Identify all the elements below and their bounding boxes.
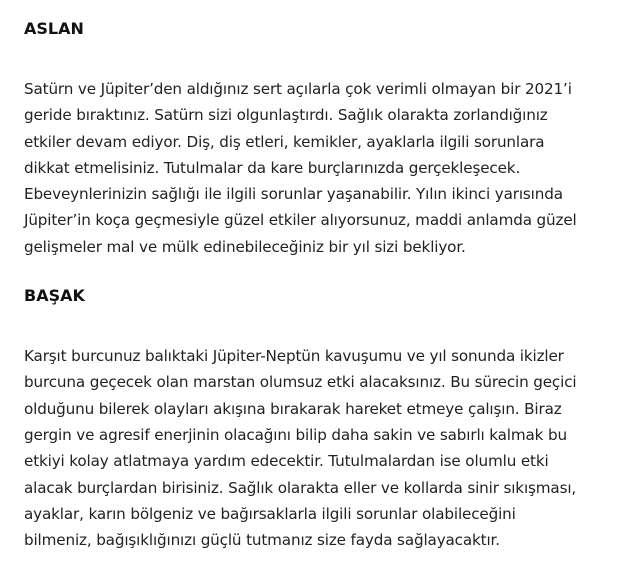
paragraph-line: alacak burçlardan birisiniz. Sağlık olarakta eller ve kollarda sinir sıkışması,	[24, 478, 577, 497]
paragraph-line: etkiler devam ediyor. Diş, diş etleri, kemikler, ayaklarla ilgili sorunlara	[24, 132, 545, 151]
paragraph-line: olduğunu bilerek olayları akışına bırakarak hareket etmeye çalışın. Biraz	[24, 399, 562, 418]
paragraph-line: bilmeniz, bağışıklığınızı güçlü tutmanız size fayda sağlayacaktır.	[24, 531, 500, 550]
paragraph-line: ayaklar, karın bölgeniz ve bağırsaklarla ilgili sorunlar olabileceğini	[24, 504, 516, 523]
section-heading-basak: BAŞAK	[24, 286, 85, 306]
paragraph-line: gergin ve agresif enerjinin olacağını bilip daha sakin ve sabırlı kalmak bu	[24, 425, 567, 444]
paragraph-line: Ebeveynlerinizin sağlığı ile ilgili sorunlar yaşanabilir. Yılın ikinci yarısında	[24, 185, 563, 204]
paragraph-line: etkiyi kolay atlatmaya yardım edecektir. Tutulmalardan ise olumlu etki	[24, 452, 549, 471]
paragraph-line: burcuna geçecek olan marstan olumsuz etki alacaksınız. Bu sürecin geçici	[24, 373, 577, 392]
paragraph-line: geride bıraktınız. Satürn sizi olgunlaştırdı. Sağlık olarakta zorlandığınız	[24, 106, 548, 125]
paragraph-line: Satürn ve Jüpiter’den aldığınız sert açılarla çok verimli olmayan bir 2021’i	[24, 80, 572, 98]
paragraph-line: Jüpiter’in koça geçmesiyle güzel etkiler alıyorsunuz, maddi anlamda güzel	[24, 211, 577, 230]
paragraph-line: Karşıt burcunuz balıktaki Jüpiter-Neptün kavuşumu ve yıl sonunda ikizler	[24, 347, 564, 366]
section-paragraph-aslan	[24, 76, 623, 260]
paragraph-line: gelişmeler mal ve mülk edinebileceğiniz bir yıl sizi bekliyor.	[24, 237, 466, 256]
section-paragraph-basak	[24, 343, 623, 553]
section-heading-aslan: ASLAN	[24, 19, 84, 38]
paragraph-line: dikkat etmelisiniz. Tutulmalar da kare burçlarınızda gerçekleşecek.	[24, 158, 521, 177]
